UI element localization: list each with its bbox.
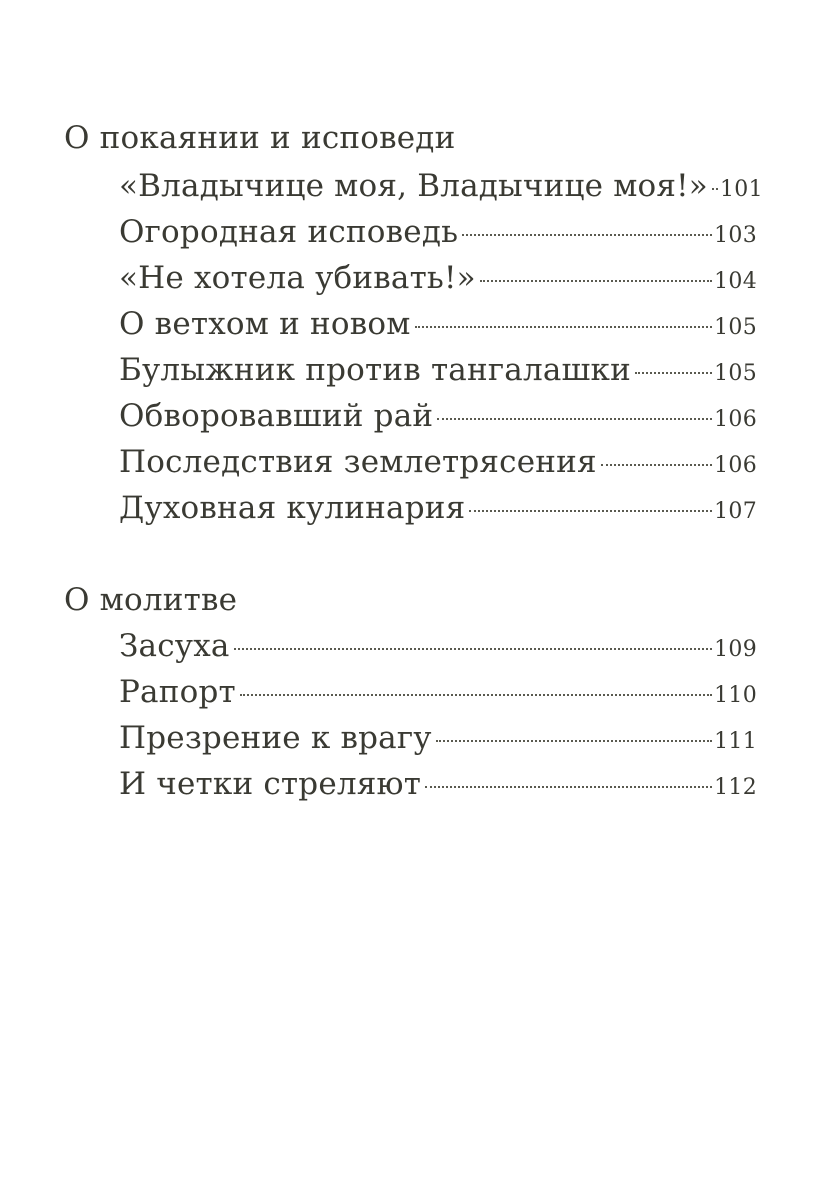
dot-leader (601, 464, 712, 466)
entry-title: Рапорт (119, 674, 236, 710)
entry-title: «Не хотела убивать!» (119, 260, 476, 296)
toc-entry[interactable] (119, 764, 757, 808)
dot-leader (469, 510, 712, 512)
entry-page-number: 105 (714, 315, 757, 340)
dot-leader (240, 694, 712, 696)
entry-page-number: 112 (714, 775, 757, 800)
entry-page-number: 104 (714, 269, 757, 294)
entry-title: О ветхом и новом (119, 306, 411, 342)
entry-title: Презрение к врагу (119, 720, 432, 756)
entry-title: Огородная исповедь (119, 214, 459, 250)
section-title-repentance: О покаянии и исповеди (64, 120, 456, 156)
entry-page-number: 110 (714, 683, 757, 708)
dot-leader (437, 418, 712, 420)
dot-leader (234, 648, 713, 650)
entry-title: И четки стреляют (119, 766, 422, 802)
toc-entry[interactable] (119, 350, 757, 394)
dot-leader (635, 372, 712, 374)
entry-page-number: 107 (714, 499, 757, 524)
toc-entry[interactable] (119, 626, 757, 670)
dot-leader (712, 188, 718, 190)
entry-page-number: 101 (719, 177, 763, 202)
toc-entry[interactable] (119, 212, 757, 256)
entry-page-number: 109 (714, 637, 757, 662)
toc-entry[interactable] (119, 442, 757, 486)
entry-title: Последствия землетрясения (119, 444, 597, 480)
entry-page-number: 111 (714, 729, 757, 754)
entry-title: Булыжник против тангалашки (119, 352, 631, 388)
entry-title: Обворовавший рай (119, 398, 434, 434)
entry-title: «Владычице моя, Владычице моя!» (119, 168, 708, 204)
entry-page-number: 105 (714, 361, 757, 386)
toc-entry[interactable] (119, 672, 757, 716)
dot-leader (415, 326, 712, 328)
dot-leader (480, 280, 712, 282)
entry-title: Засуха (119, 628, 230, 664)
toc-entry[interactable] (119, 304, 757, 348)
entry-page-number: 106 (714, 407, 757, 432)
toc-entry[interactable] (119, 718, 757, 762)
toc-entry[interactable] (119, 166, 763, 210)
dot-leader (436, 740, 712, 742)
entry-page-number: 103 (714, 223, 757, 248)
toc-entry[interactable] (119, 396, 757, 440)
toc-entry[interactable] (119, 488, 757, 532)
toc-entry[interactable] (119, 258, 757, 302)
section-title-prayer: О молитве (64, 582, 238, 618)
dot-leader (425, 786, 712, 788)
entry-page-number: 106 (714, 453, 757, 478)
entry-title: Духовная кулинария (119, 490, 466, 526)
dot-leader (462, 234, 712, 236)
